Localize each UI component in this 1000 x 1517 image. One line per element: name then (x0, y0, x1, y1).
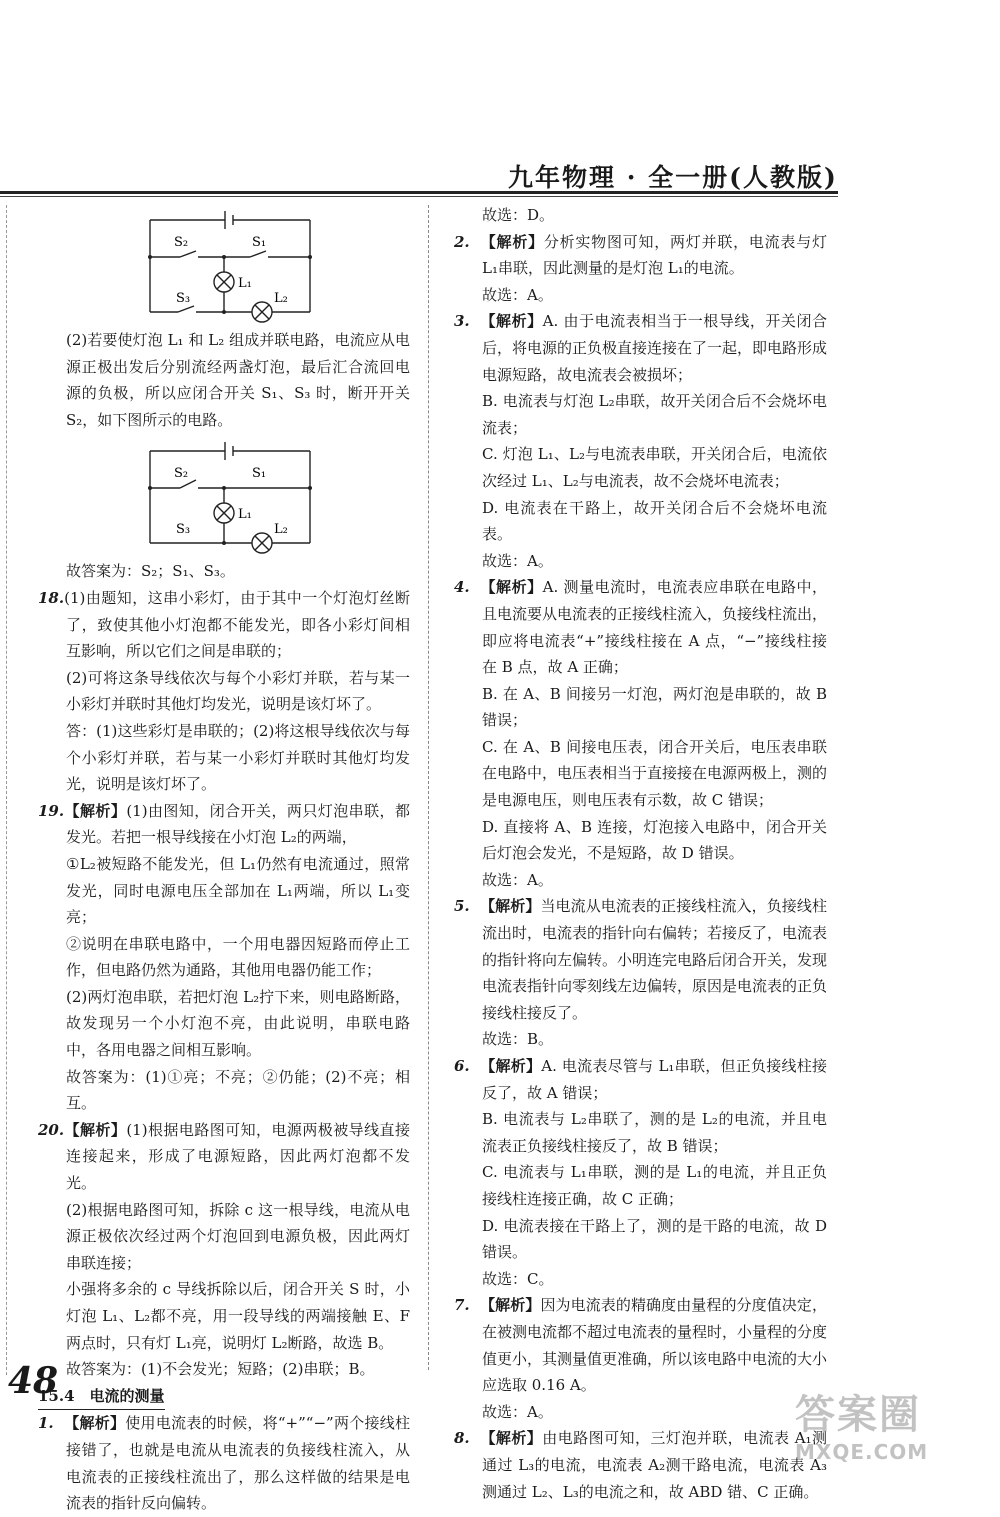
answer-line: 故选：C。 (482, 1269, 554, 1288)
answer-line: 故选：A。 (482, 285, 553, 304)
label-s1: S₁ (252, 235, 267, 250)
question-number: 19. (38, 801, 65, 820)
question-number: 5. (454, 897, 470, 916)
paragraph: C. 电流表与 L₁串联，测的是 L₁的电流，并且正负接线柱连接正确，故 C 正确； (482, 1163, 827, 1208)
paragraph: (2)两灯泡串联，若把灯泡 L₂拧下来，则电路断路，故发现另一个小灯泡不亮，由此说明，串联电路中，各用电器之间相互影响。 (66, 987, 410, 1060)
label-l2: L₂ (274, 291, 288, 306)
header-rule-thin (0, 196, 838, 197)
label-l1: L₁ (238, 276, 252, 291)
label-s1: S₁ (252, 466, 267, 482)
paragraph: 故答案为：(1)不会发光；短路；(2)串联；B。 (66, 1360, 375, 1379)
question-number: 6. (454, 1057, 470, 1075)
question-20: 20.【解析】(1)根据电路图可知，电源两极被导线直接连接起来，形成了电源短路，因此两灯泡都不发光。 (38, 1117, 410, 1197)
page-number: 48 (8, 1360, 59, 1402)
paragraph: 故答案为：(1)①亮；不亮；②仍能；(2)不亮；相互。 (66, 1067, 410, 1113)
paragraph: B. 电流表与灯泡 L₂串联，故开关闭合后不会烧坏电流表； (482, 392, 827, 437)
question-number: 20. (38, 1120, 65, 1139)
paragraph: ②说明在串联电路中，一个用电器因短路而停止工作，但电路仍然为通路，其他用电器仍能工作； (66, 934, 410, 980)
answer-line: 故选：A。 (482, 1402, 553, 1421)
question-5: 5. 【解析】当电流从电流表的正接线柱流入，负接线柱流出时，电流表的指针向右偏转；若接反了，电流表的指针将向左偏转。小明连完电路后闭合开关，发现电流表指针向零刻线左边偏转，原因是电流表的正负接线柱接反了。 (454, 893, 827, 1026)
paragraph: (2)若要使灯泡 L₁ 和 L₂ 组成并联电路，电流应从电源正极出发后分别流经两盏灯泡，最后汇合流回电源的负极，所以应闭合开关 S₁、S₃ 时，断开开关 S₂，如下图所示的电路。 (66, 331, 410, 429)
left-column (38, 202, 410, 1517)
label-s3: S₃ (176, 522, 191, 538)
question-number: 8. (454, 1429, 470, 1448)
column-divider (428, 205, 429, 1370)
question-19: 19.【解析】(1)由图知，闭合开关，两只灯泡串联，都发光。若把一根导线接在小灯泡 L₂的两端， (38, 798, 410, 851)
paragraph: B. 在 A、B 间接另一灯泡，两灯泡是串联的，故 B 错误； (482, 684, 827, 730)
section-heading-wrap (38, 1383, 410, 1411)
question-2: 2. 【解析】分析实物图可知，两灯并联，电流表与灯 L₁串联，因此测量的是灯泡 L₁的电流。 (454, 229, 827, 282)
answer-line: 故选：B。 (482, 1030, 554, 1049)
question-number: 1. (38, 1414, 54, 1433)
header-rule (0, 191, 838, 194)
paragraph: (2)可将这条导线依次与每个小彩灯并联，若与某一小彩灯并联时其他灯均发光，说明是该灯坏了。 (66, 668, 410, 714)
section-heading: 15.4 电流的测量 (38, 1383, 165, 1411)
question-number: 18. (38, 588, 65, 607)
answer-line: 故选：D。 (482, 206, 555, 224)
paragraph: C. 在 A、B 间接电压表，闭合开关后，电压表串联在电路中，电压表相当于直接接在电源两极上，测的是电源电压，则电压表有示数，故 C 错误； (482, 737, 828, 810)
label-l2: L₂ (274, 522, 288, 538)
label-l1: L₁ (238, 507, 252, 523)
page-header-title: 九年物理 · 全一册(人教版) (508, 163, 838, 192)
paragraph: D. 直接将 A、B 连接，灯泡接入电路中，闭合开关后灯泡会发光，不是短路，故 D 错误。 (482, 817, 827, 863)
question-number: 7. (454, 1296, 470, 1315)
section-question-1: 1. 【解析】使用电流表的时候，将“+”“−”两个接线柱接错了，也就是电流从电流表的负接线柱流入，从电流表的正接线柱流出了，那么这样做的结果是电流表的指针反向偏转。 (38, 1410, 410, 1516)
question-3: 3. 【解析】A. 由于电流表相当于一根导线，开关闭合后，将电源的正负极直接连接在了一起，即电路形成电源短路，故电流表会被损坏； (454, 308, 827, 388)
question-18: 18.(1)由题知，这串小彩灯，由于其中一个灯泡灯丝断了，致使其他小灯泡都不能发光，即各小彩灯间相互影响，所以它们之间是串联的； (38, 585, 410, 665)
paragraph: 答：(1)这些彩灯是串联的；(2)将这根导线依次与每个小彩灯并联，若与某一小彩灯并联时其他灯均发光，说明是该灯坏了。 (66, 721, 410, 794)
paragraph: C. 灯泡 L₁、L₂与电流表串联，开关闭合后，电流依次经过 L₁、L₂与电流表，故不会烧坏电流表； (482, 445, 827, 490)
question-6: 6. 【解析】A. 电流表尽管与 L₁串联，但正负接线柱接反了，故 A 错误； (454, 1053, 827, 1106)
left-margin-line (6, 205, 7, 1375)
label-s2: S₂ (174, 466, 189, 482)
paragraph: D. 电流表在干路上，故开关闭合后不会烧坏电流表。 (482, 498, 827, 544)
answer-line: 故选：A。 (482, 870, 553, 889)
watermark-text: 答案圈 (795, 1392, 921, 1438)
paragraph: B. 电流表与 L₂串联了，测的是 L₂的电流，并且电流表正负接线柱接反了，故 B 错误； (482, 1110, 827, 1155)
paragraph: D. 电流表接在干路上了，测的是干路的电流，故 D 错误。 (482, 1216, 827, 1262)
label-s2: S₂ (174, 235, 189, 250)
question-number: 3. (454, 312, 470, 331)
watermark-logo (795, 1383, 928, 1464)
watermark-url: MXQE.COM (795, 1440, 929, 1464)
question-8: 8. 【解析】由电路图可知，三灯泡并联，电流表 A₁测通过 L₃的电流，电流表 A₂测干路电流，电流表 A₃测通过 L₂、L₃的电流之和，故 ABD 错、C 正确。 (454, 1425, 827, 1505)
question-4: 4. 【解析】A. 测量电流时，电流表应串联在电路中，且电流要从电流表的正接线柱流入，负接线柱流出，即应将电流表“+”接线柱接在 A 点，“−”接线柱接在 B 点，故 A 正确； (454, 574, 827, 680)
paragraph: 小强将多余的 c 导线拆除以后，闭合开关 S 时，小灯泡 L₁、L₂都不亮，用一段导线的两端接触 E、F 两点时，只有灯 L₁亮，说明灯 L₂断路，故选 B。 (66, 1280, 410, 1352)
question-number: 4. (454, 578, 470, 597)
answer-line: 故选：A。 (482, 551, 553, 570)
right-column (454, 202, 827, 1505)
question-number: 2. (454, 232, 470, 251)
paragraph: (2)根据电路图可知，拆除 c 这一根导线，电流从电源正极依次经过两个灯泡回到电源负极，因此两灯串联连接； (66, 1200, 410, 1272)
question-7: 7. 【解析】因为电流表的精确度由量程的分度值决定，在被测电流都不超过电流表的量程时，小量程的分度值更小，其测量值更准确，所以该电路中电流的大小应选取 0.16 A。 (454, 1292, 827, 1398)
answer-line: 故答案为：S₂；S₁、S₃。 (66, 562, 235, 581)
paragraph: ①L₂被短路不能发光，但 L₁仍然有电流通过，照常发光，同时电源电压全部加在 L₁两端，所以 L₁变亮； (66, 854, 410, 927)
label-s3: S₃ (176, 291, 191, 306)
circuit-diagram-2 (38, 433, 410, 558)
circuit-diagram-1 (38, 202, 410, 327)
